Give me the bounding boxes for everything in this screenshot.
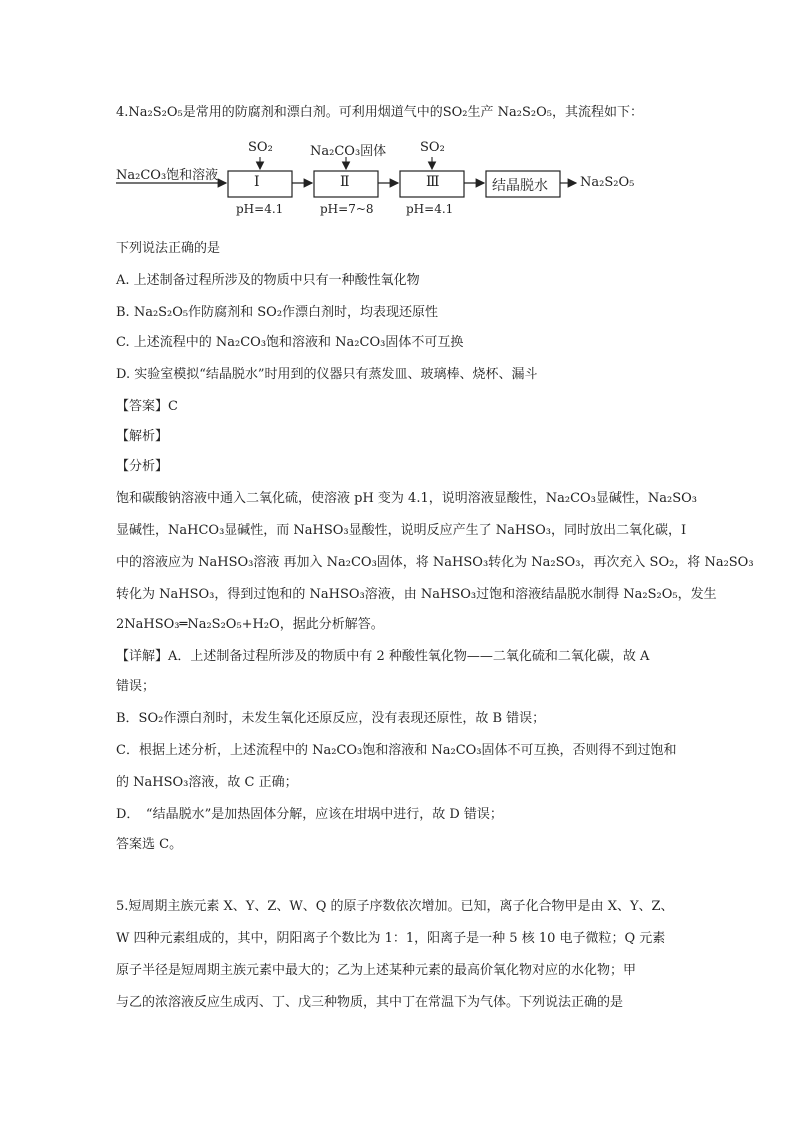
detail-line: 错误； (116, 679, 156, 694)
flow-ph-3: pH=4.1 (406, 202, 454, 216)
detail-line: C．根据上述分析，上述流程中的 Na₂CO₃饱和溶液和 Na₂CO₃固体不可互换，否则得不到过饱和 (116, 743, 677, 758)
flow-box4-label: 结晶脱水 (492, 178, 548, 194)
flow-start-label: Na₂CO₃饱和溶液 (116, 168, 219, 183)
q4-prompt: 下列说法正确的是 (116, 241, 221, 256)
q5-line: W 四种元素组成的，其中，阴阳离子个数比为 1：1，阳离子是一种 5 核 10 电子微粒；Q 元素 (116, 931, 666, 946)
option-d: D. 实验室模拟“结晶脱水”时用到的仪器只有蒸发皿、玻璃棒、烧杯、漏斗 (116, 367, 538, 382)
analysis-line: 饱和碳酸钠溶液中通入二氧化硫，使溶液 pH 变为 4.1，说明溶液显酸性，Na₂CO₃显碱性，Na₂SO₃ (116, 491, 697, 506)
flow-box1-label: Ⅰ (254, 174, 260, 190)
flow-input-1: SO₂ (248, 140, 273, 155)
answer: 【答案】C (116, 399, 178, 414)
jiexi-heading: 【解析】 (116, 429, 169, 444)
flow-input-3: SO₂ (420, 140, 445, 155)
flow-diagram (114, 140, 654, 230)
detail-line: 的 NaHSO₃溶液，故 C 正确； (116, 775, 298, 790)
analysis-line: 显碱性，NaHCO₃显碱性，而 NaHSO₃显酸性，说明反应产生了 NaHSO₃，同时放出二氧化碳，Ⅰ (116, 523, 687, 538)
flow-ph-1: pH=4.1 (236, 202, 284, 216)
analysis-line: 中的溶液应为 NaHSO₃溶液 再加入 Na₂CO₃固体，将 NaHSO₃转化为 Na₂SO₃，再次充入 SO₂，将 Na₂SO₃ (116, 555, 754, 570)
q5-line: 5.短周期主族元素 X、Y、Z、W、Q 的原子序数依次增加。已知，离子化合物甲是由 X、Y、Z、 (116, 899, 674, 914)
analysis-line: 转化为 NaHSO₃，得到过饱和的 NaHSO₃溶液，由 NaHSO₃过饱和溶液结晶脱水制得 Na₂S₂O₅，发生 (116, 587, 717, 602)
flow-input-2: Na₂CO₃固体 (310, 144, 387, 159)
box-1 (228, 171, 292, 197)
q5-line: 与乙的浓溶液反应生成丙、丁、戊三种物质，其中丁在常温下为气体。下列说法正确的是 (116, 995, 624, 1010)
option-c: C. 上述流程中的 Na₂CO₃饱和溶液和 Na₂CO₃固体不可互换 (116, 335, 464, 350)
q5-line: 原子半径是短周期主族元素中最大的；乙为上述某种元素的最高价氧化物对应的水化物；甲 (116, 963, 637, 978)
flow-box3-label: Ⅲ (426, 174, 440, 190)
detail-line: 答案选 C。 (116, 837, 183, 852)
fenxi-heading: 【分析】 (116, 459, 169, 474)
flow-box2-label: Ⅱ (340, 174, 350, 190)
flow-ph-2: pH=7~8 (320, 202, 374, 216)
q4-stem: 4.Na₂S₂O₅是常用的防腐剂和漂白剂。可利用烟道气中的SO₂生产 Na₂S₂O₅，其流程如下： (116, 105, 643, 120)
flow-product: Na₂S₂O₅ (580, 175, 635, 190)
detail-line: 【详解】A．上述制备过程所涉及的物质中有 2 种酸性氧化物——二氧化硫和二氧化碳，故 A (116, 649, 650, 664)
detail-line: B．SO₂作漂白剂时，未发生氧化还原反应，没有表现还原性，故 B 错误； (116, 711, 546, 726)
option-a: A. 上述制备过程所涉及的物质中只有一种酸性氧化物 (116, 273, 420, 288)
option-b: B. Na₂S₂O₅作防腐剂和 SO₂作漂白剂时，均表现还原性 (116, 305, 439, 320)
analysis-line: 2NaHSO₃═Na₂S₂O₅+H₂O，据此分析解答。 (116, 617, 384, 632)
detail-line: D． “结晶脱水”是加热固体分解，应该在坩埚中进行，故 D 错误； (116, 807, 503, 822)
